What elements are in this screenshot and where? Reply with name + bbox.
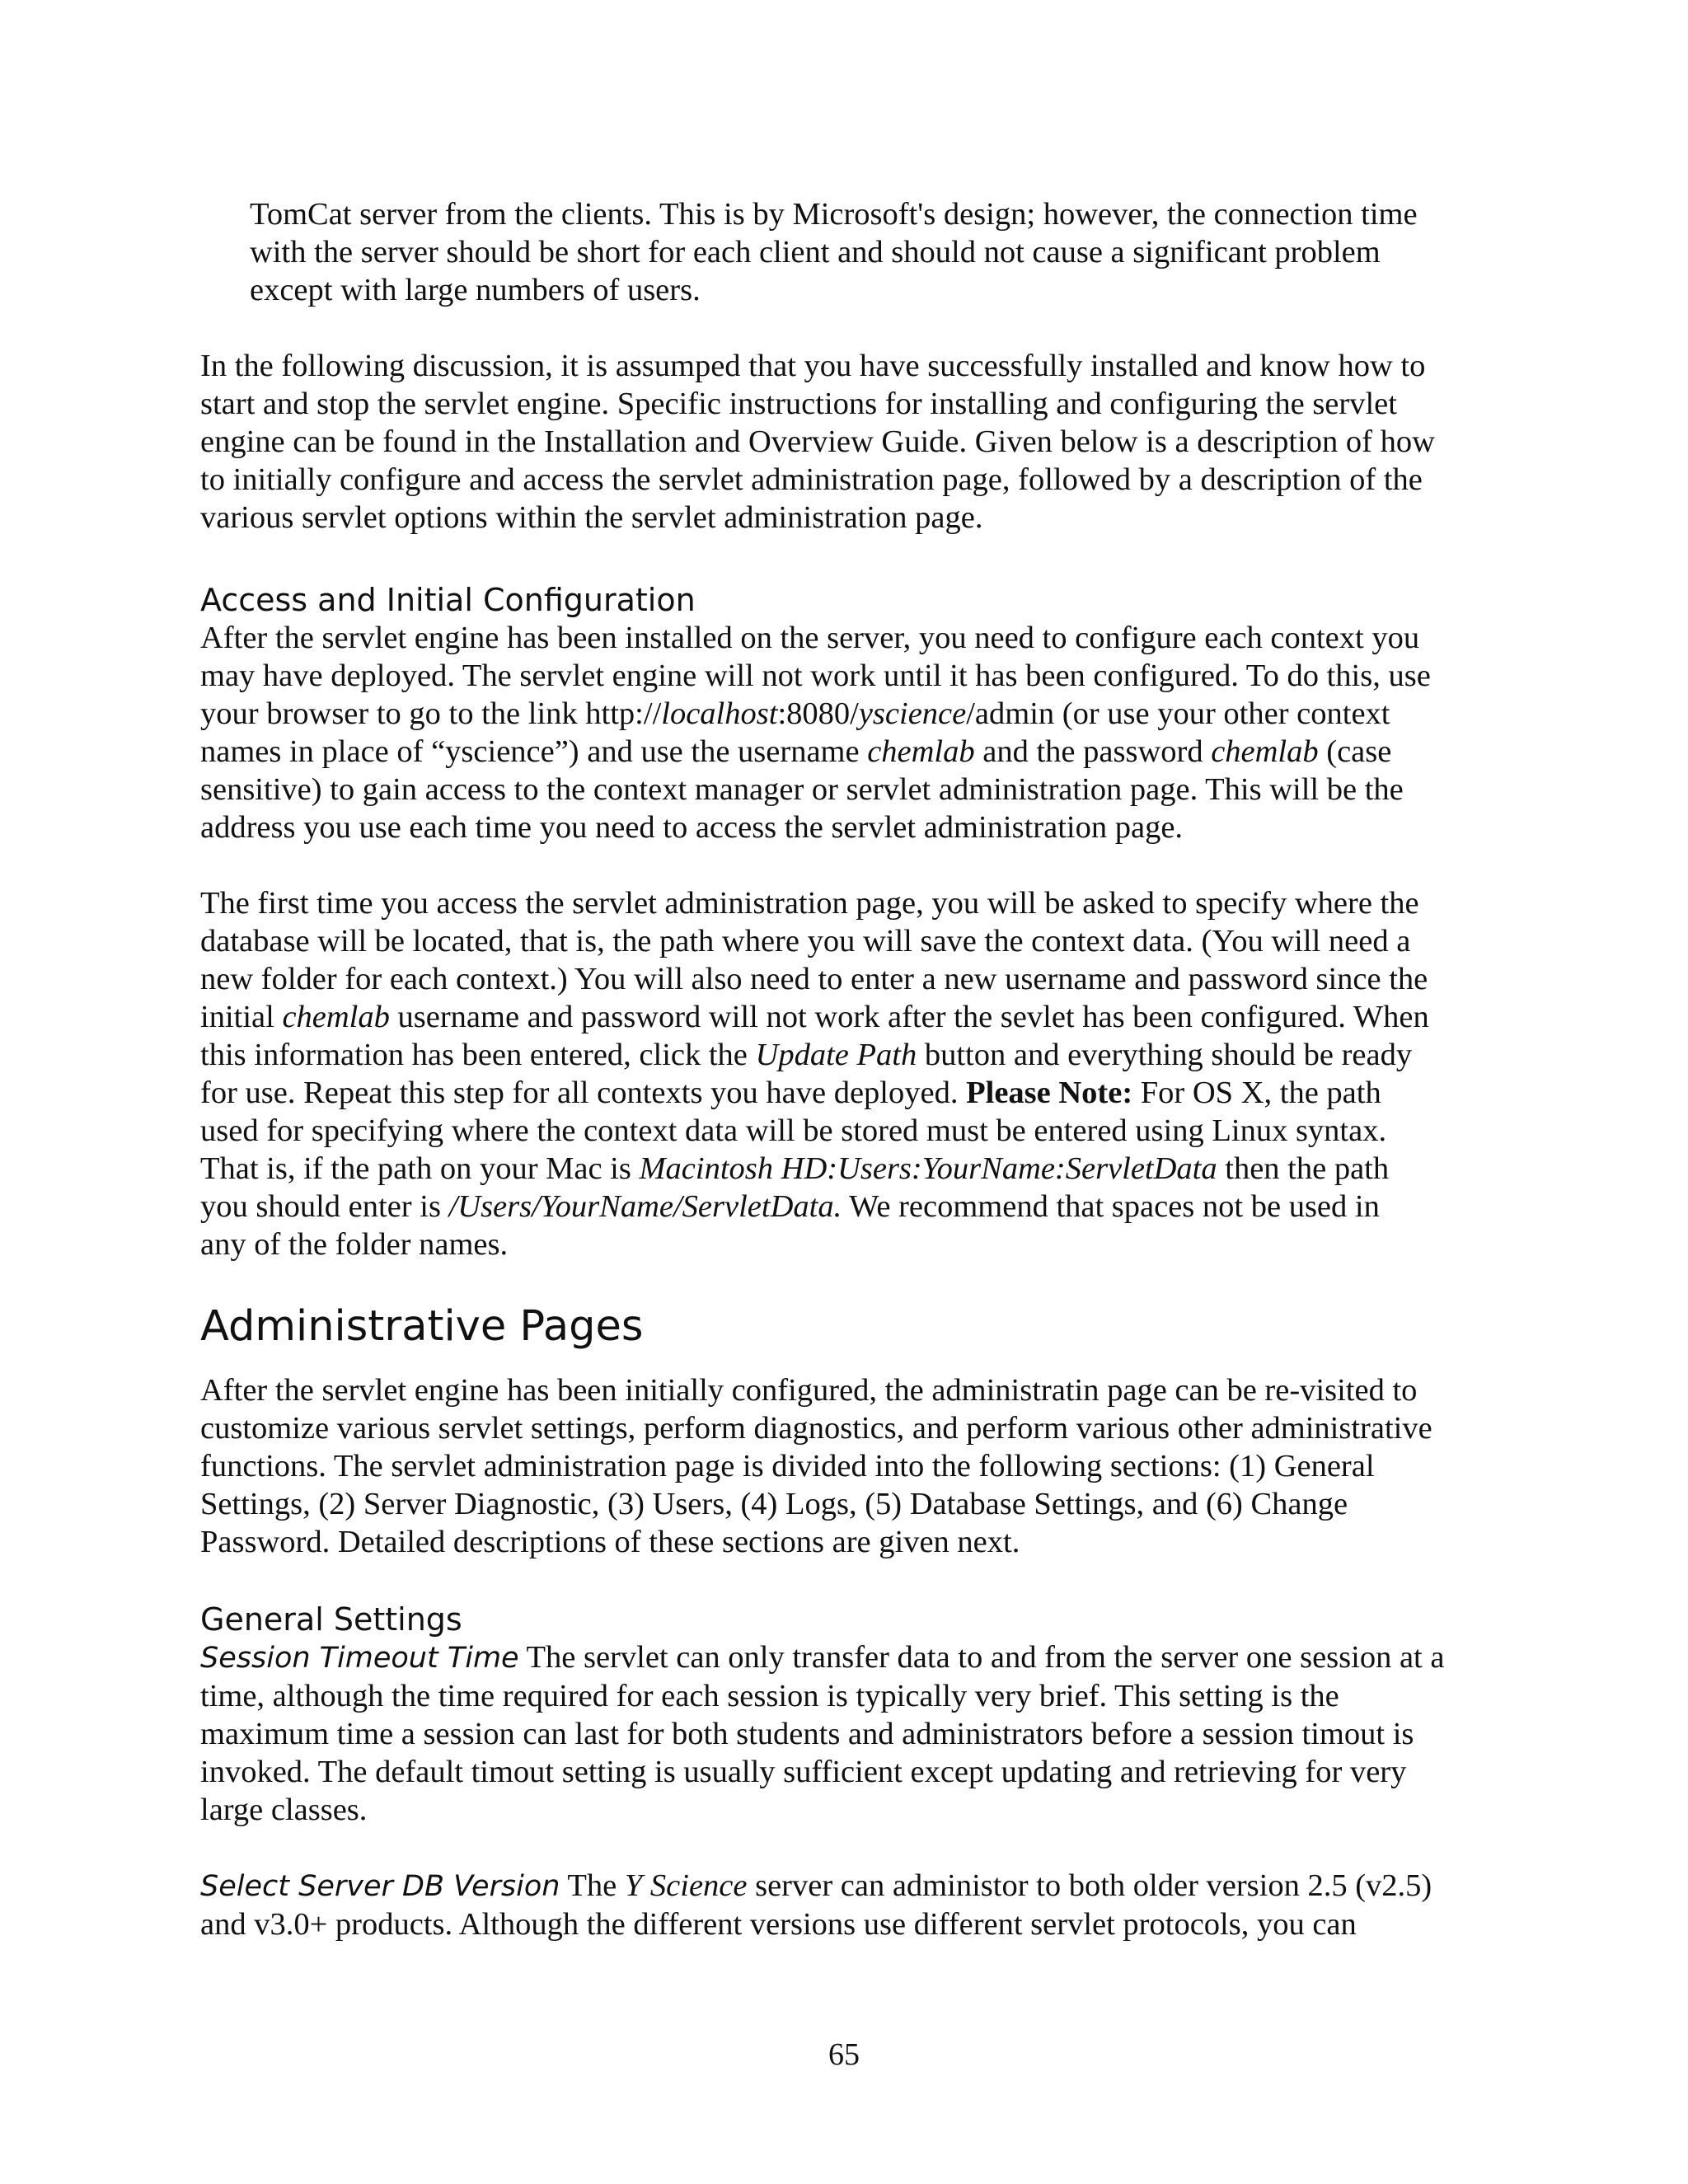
text-line: address you use each time you need to access the servlet administration page.	[200, 810, 1184, 845]
text-run: username and password will not work after the sevlet has been configured. When	[389, 1000, 1429, 1034]
text-line: various servlet options within the servlet administration page.	[200, 500, 983, 535]
text-line: After the servlet engine has been installed on the server, you need to configure each context you	[200, 621, 1420, 655]
discussion-paragraph	[200, 347, 1503, 537]
admin-paragraph	[200, 1371, 1503, 1561]
text-line: to initially configure and access the servlet administration page, followed by a description of the	[200, 462, 1423, 497]
please-note-label: Please Note:	[966, 1076, 1133, 1110]
intro-paragraph	[250, 195, 1503, 309]
text-line: sensitive) to gain access to the context manager or servlet administration page. This will be the	[200, 772, 1404, 807]
text-line: time, although the time required for each session is typically very brief. This setting is the	[200, 1679, 1339, 1713]
username-term: chemlab	[867, 734, 975, 769]
text-line: In the following discussion, it is assumped that you have successfully installed and know how to	[200, 349, 1426, 383]
text-line: The first time you access the servlet administration page, you will be asked to specify where the	[200, 886, 1419, 921]
text-line: invoked. The default timout setting is usually sufficient except updating and retrieving for very	[200, 1755, 1407, 1789]
text-run: The	[560, 1868, 625, 1903]
session-timeout-term: Session Timeout Time	[200, 1642, 519, 1675]
text-line: and v3.0+ products. Although the different versions use different servlet protocols, you can	[200, 1907, 1357, 1942]
administrative-pages-heading: Administrative Pages	[200, 1302, 644, 1351]
text-line: functions. The servlet administration page is divided into the following sections: (1) General	[200, 1449, 1375, 1483]
text-line: with the server should be short for each client and should not cause a significant problem	[250, 235, 1381, 269]
text-run: :8080/	[777, 696, 859, 731]
text-run: initial	[200, 1000, 283, 1034]
text-run: (case	[1318, 734, 1392, 769]
page-number: 65	[828, 2037, 860, 2072]
text-run: and the password	[974, 734, 1212, 769]
text-run: /admin (or use your other context	[966, 696, 1390, 731]
text-line: maximum time a session can last for both students and administrators before a session timout is	[200, 1717, 1414, 1751]
db-version-paragraph	[200, 1867, 1503, 1943]
text-run: this information has been entered, click the	[200, 1038, 756, 1072]
text-run: your browser to go to the link http://	[200, 696, 662, 731]
url-context: yscience	[858, 696, 967, 731]
text-run: For OS X, the path	[1132, 1076, 1381, 1110]
text-line	[200, 1074, 1503, 1112]
text-line: Settings, (2) Server Diagnostic, (3) Users, (4) Logs, (5) Database Settings, and (6) Change	[200, 1487, 1348, 1521]
text-line	[200, 1188, 1503, 1226]
text-run: That is, if the path on your Mac is	[200, 1151, 640, 1186]
text-run: button and everything should be ready	[917, 1038, 1413, 1072]
text-line	[200, 1036, 1503, 1074]
text-line	[200, 733, 1503, 771]
text-run: The servlet can only transfer data to and from the server one session at a	[518, 1640, 1445, 1675]
general-settings-heading: General Settings	[200, 1601, 462, 1638]
text-run: server can administor to both older version 2.5 (v2.5)	[747, 1868, 1432, 1903]
text-line: any of the folder names.	[200, 1227, 509, 1262]
text-line	[200, 1867, 1503, 1905]
text-line	[200, 695, 1503, 733]
product-name: Y Science	[624, 1868, 748, 1903]
text-line: new folder for each context.) You will also need to enter a new username and password since the	[200, 962, 1428, 996]
access-config-heading: Access and Initial Configuration	[200, 582, 696, 618]
text-line	[200, 1150, 1503, 1188]
text-line: engine can be found in the Installation and Overview Guide. Given below is a description of how	[200, 424, 1435, 459]
text-line: TomCat server from the clients. This is by Microsoft's design; however, the connection time	[250, 197, 1418, 232]
password-term: chemlab	[1211, 734, 1319, 769]
update-path-term: Update Path	[755, 1038, 917, 1072]
text-line: After the servlet engine has been initially configured, the administratin page can be re-visited to	[200, 1373, 1418, 1408]
text-line: Password. Detailed descriptions of these sections are given next.	[200, 1525, 1020, 1559]
text-line	[200, 1638, 1503, 1677]
text-run: then the path	[1217, 1151, 1390, 1186]
text-run: for use. Repeat this step for all contexts you have deployed.	[200, 1076, 967, 1110]
session-timeout-paragraph	[200, 1638, 1503, 1829]
username-term: chemlab	[282, 1000, 390, 1034]
text-line: customize various servlet settings, perform diagnostics, and perform various other administrative	[200, 1411, 1432, 1446]
text-run: you should enter is	[200, 1189, 449, 1224]
text-line: except with large numbers of users.	[250, 273, 701, 307]
text-line: database will be located, that is, the path where you will save the context data. (You will need a	[200, 924, 1411, 958]
db-version-term: Select Server DB Version	[200, 1870, 560, 1903]
access-paragraph-2	[200, 884, 1503, 1263]
text-run: names in place of “yscience”) and use the username	[200, 734, 868, 769]
url-host: localhost	[661, 696, 778, 731]
text-line: start and stop the servlet engine. Specific instructions for installing and configuring the servlet	[200, 387, 1397, 421]
access-paragraph-1	[200, 619, 1503, 846]
text-line	[200, 998, 1503, 1036]
linux-path: /Users/YourName/ServletData.	[448, 1189, 842, 1224]
mac-path: Macintosh HD:Users:YourName:ServletData	[639, 1151, 1217, 1186]
text-line: large classes.	[200, 1793, 368, 1827]
text-run: We recommend that spaces not be used in	[842, 1189, 1380, 1224]
text-line: used for specifying where the context data will be stored must be entered using Linux syntax.	[200, 1113, 1387, 1148]
text-line: may have deployed. The servlet engine will not work until it has been configured. To do this, use	[200, 658, 1431, 693]
